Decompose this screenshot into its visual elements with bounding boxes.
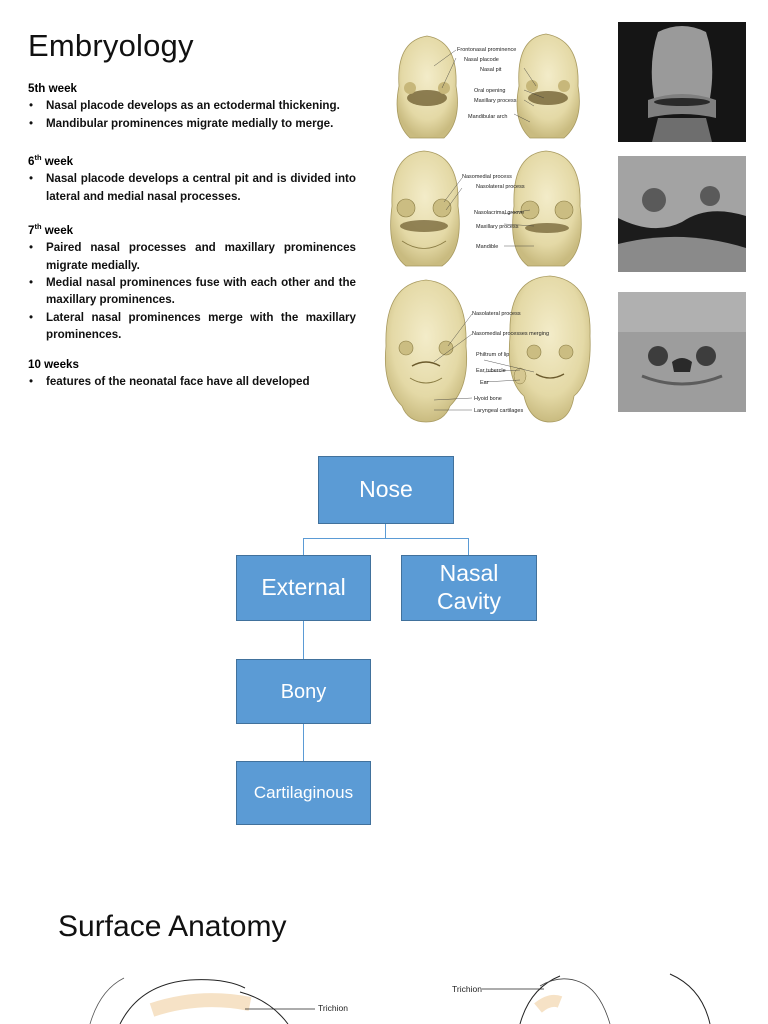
- sem-photo-1: [618, 22, 746, 142]
- bullet-item: • features of the neonatal face have all developed: [28, 373, 356, 390]
- section-7th-week: [28, 218, 356, 344]
- label-trichion-left: Trichion: [318, 1003, 348, 1013]
- embryo-drawings-figure: [384, 26, 610, 426]
- label-laryngeal-cartilages: Laryngeal cartilages: [474, 408, 524, 414]
- section-10-weeks: [28, 356, 356, 391]
- section-6th-week: [28, 149, 356, 205]
- tree-connector: [303, 724, 304, 761]
- section-heading: 10 weeks: [28, 358, 79, 371]
- sem-photo-2: [618, 156, 746, 272]
- label-ear-tubercle: Ear tubercle: [476, 368, 506, 374]
- tree-connector: [303, 538, 469, 539]
- label-maxillary-process-2: Maxillary process: [476, 224, 519, 230]
- bullet-item: • Mandibular prominences migrate medially to merge.: [28, 115, 356, 132]
- tree-connector: [468, 538, 469, 555]
- label-frontonasal-prominence: Frontonasal prominence: [457, 47, 517, 53]
- face-outline-side: [440, 968, 740, 1024]
- label-philtrum: Philtrum of lip: [476, 352, 510, 358]
- tree-node-nasal-cavity: Nasal Cavity: [401, 555, 537, 621]
- label-nasolateral-process-3: Nasolateral process: [472, 311, 521, 317]
- bullet-item: • Nasal placode develops as an ectodermal thickening.: [28, 97, 356, 114]
- tree-node-bony: Bony: [236, 659, 371, 724]
- section-title-surface-anatomy: Surface Anatomy: [58, 910, 287, 943]
- section-5th-week: [28, 80, 356, 132]
- tree-node-cartilaginous: Cartilaginous: [236, 761, 371, 825]
- tree-node-nose: Nose: [318, 456, 454, 524]
- section-heading: 7th week: [28, 222, 74, 237]
- label-trichion-right: Trichion: [452, 984, 482, 994]
- label-nasomedial-process: Nasomedial process: [462, 174, 512, 180]
- label-nasomedial-merging: Nasomedial processes merging: [472, 331, 550, 337]
- page-title: Embryology: [28, 28, 194, 63]
- tree-connector: [303, 621, 304, 659]
- label-nasal-placode: Nasal placode: [464, 57, 499, 63]
- label-nasolacrimal-groove: Nasolacrimal groove: [474, 210, 525, 216]
- tree-connector: [303, 538, 304, 555]
- label-mandible: Mandible: [476, 244, 499, 250]
- bullet-item: • Lateral nasal prominences merge with the maxillary prominences.: [28, 309, 356, 344]
- tree-connector: [385, 524, 386, 539]
- label-nasal-pit: Nasal pit: [480, 67, 502, 73]
- bullet-item: • Medial nasal prominences fuse with each other and the maxillary prominences.: [28, 274, 356, 309]
- bullet-item: • Paired nasal processes and maxillary prominences migrate medially.: [28, 239, 356, 274]
- label-hyoid-bone: Hyoid bone: [474, 396, 502, 402]
- section-heading: 5th week: [28, 82, 77, 95]
- face-outline-front: [60, 970, 380, 1024]
- label-mandibular-arch: Mandibular arch: [468, 114, 508, 120]
- label-oral-opening: Oral opening: [474, 88, 506, 94]
- embryo-week6-side: [513, 151, 582, 266]
- bullet-item: • Nasal placode develops a central pit and is divided into lateral and medial nasal processes.: [28, 170, 356, 205]
- label-maxillary-process: Maxillary process: [474, 98, 517, 104]
- label-nasolateral-process: Nasolateral process: [476, 184, 525, 190]
- section-heading: 6th week: [28, 153, 74, 168]
- embryo-week6-front: [391, 151, 460, 266]
- tree-node-external: External: [236, 555, 371, 621]
- embryo-week5-front: [397, 36, 457, 138]
- label-ear: Ear: [480, 380, 489, 386]
- embryo-week7-front: [385, 280, 466, 422]
- sem-photo-3: [618, 292, 746, 412]
- embryo-week7-side: [509, 276, 590, 422]
- embryo-week5-side: [517, 34, 579, 138]
